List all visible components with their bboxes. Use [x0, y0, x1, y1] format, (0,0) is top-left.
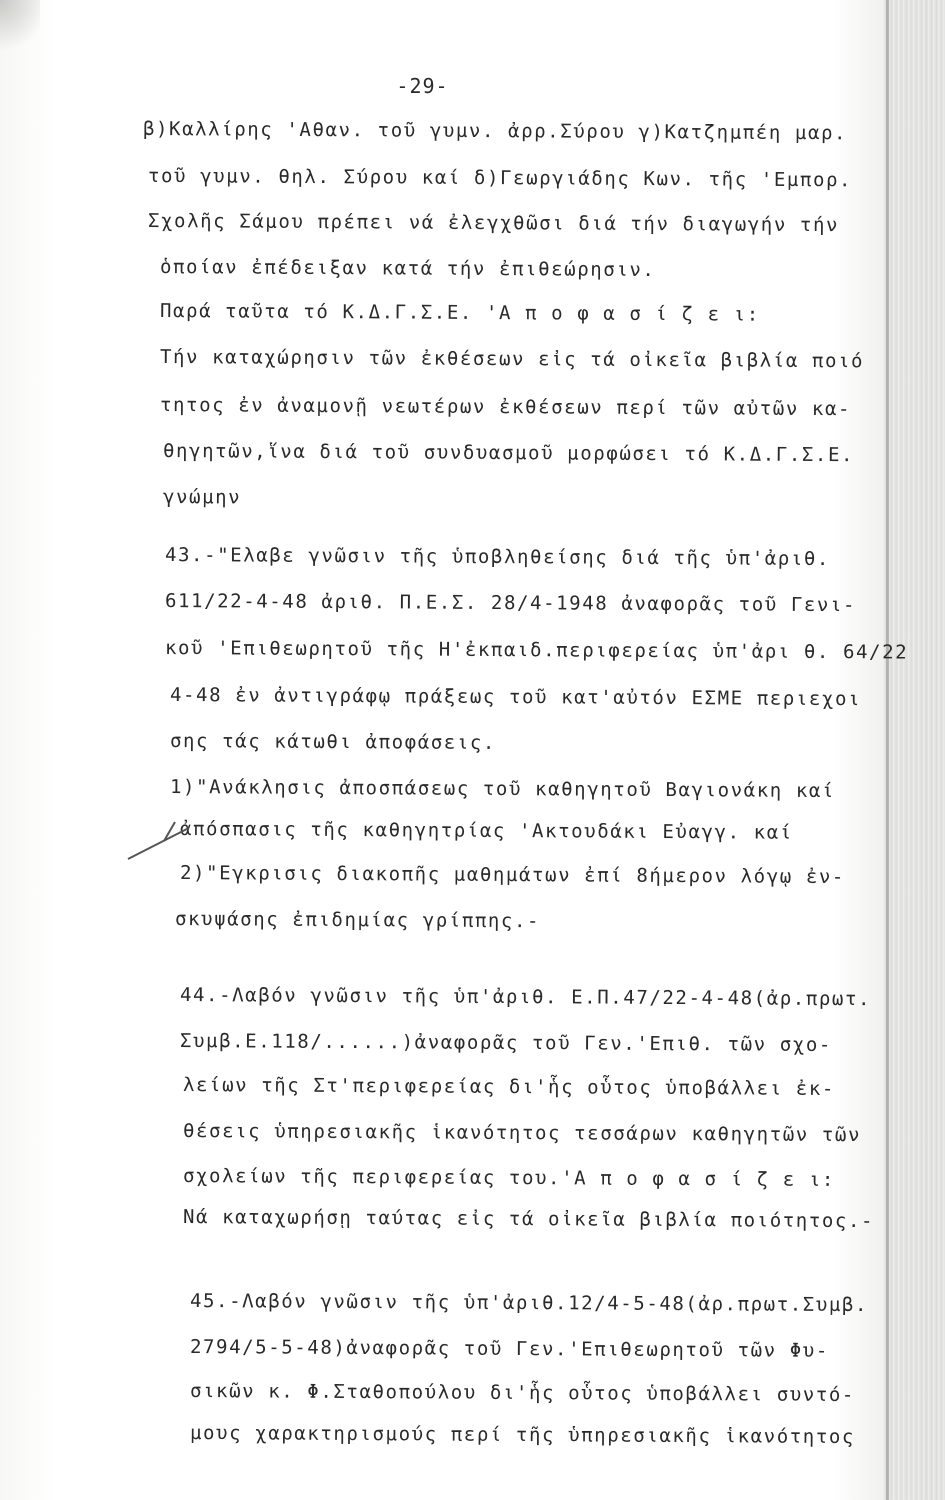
text-line: τητος ἐν ἀναμονῇ νεωτέρων ἐκθέσεων περί τῶν αὐτῶν κα- — [159, 394, 852, 421]
text-line: Σχολῆς Σάμου πρέπει νά ἐλεγχθῶσι διά τήν διαγωγήν τήν — [147, 210, 840, 237]
text-line: σκυψάσης ἐπιδημίας γρίππης.- — [174, 908, 541, 933]
page-corner-shadow — [0, 0, 40, 60]
text-line: τοῦ γυμν. θηλ. Σύρου καί δ)Γεωργιάδης Κων. τῆς 'Εμπορ. — [147, 165, 853, 192]
text-line: Τήν καταχώρησιν τῶν ἐκθέσεων εἰς τά οἰκεῖα βιβλία ποιό — [159, 346, 865, 373]
text-line: σχολείων τῆς περιφερείας του.'Α π ο φ α σ ί ζ ε ι: — [182, 1165, 836, 1191]
text-line: μους χαρακτηρισμούς περί τῆς ὑπηρεσιακῆς ἱκανότητος — [189, 1422, 856, 1449]
text-line: 4-48 ἐν ἀντιγράφῳ πράξεως τοῦ κατ'αὐτόν ΕΣΜΕ περιεχοι — [169, 684, 862, 711]
text-line: Παρά ταῦτα τό Κ.Δ.Γ.Σ.Ε. 'Α π ο φ α σ ί ζ ε ι: — [159, 300, 760, 326]
text-line: ὁποίαν ἐπέδειξαν κατά τήν ἐπιθεώρησιν. — [159, 256, 656, 282]
bound-page-edges — [883, 0, 945, 1500]
binding-shadow-line — [886, 0, 889, 1500]
text-line: 1)"Ανάκλησις ἀποσπάσεως τοῦ καθηγητοῦ Βαγιονάκη καί — [169, 776, 836, 803]
text-line: Νά καταχωρήσῃ ταύτας εἰς τά οἰκεῖα βιβλία ποιότητος.- — [182, 1206, 875, 1233]
text-line: θηγητῶν,ἵνα διά τοῦ συνδυασμοῦ μορφώσει τό Κ.Δ.Γ.Σ.Ε. — [162, 440, 855, 467]
text-line: θέσεις ὑπηρεσιακῆς ἱκανότητος τεσσάρων καθηγητῶν τῶν — [182, 1120, 862, 1147]
text-line: 2794/5-5-48)ἀναφορᾶς τοῦ Γεν.'Επιθεωρητοῦ τῶν Φυ- — [189, 1336, 829, 1362]
text-line: 43.-"Ελαβε γνῶσιν τῆς ὑποβληθείσης διά τῆς ὑπ'ἀριθ. — [164, 544, 831, 571]
text-line: 44.-Λαβόν γνῶσιν τῆς ὑπ'ἀριθ. Ε.Π.47/22-4-48(ἀρ.πρωτ. — [179, 984, 872, 1011]
text-line: 2)"Εγκρισις διακοπῆς μαθημάτων ἐπί 8ήμερον λόγῳ ἐν- — [179, 862, 846, 889]
text-line: 611/22-4-48 ἀριθ. Π.Ε.Σ. 28/4-1948 ἀναφορᾶς τοῦ Γενι- — [164, 590, 857, 617]
text-line: β)Καλλίρης 'Αθαν. τοῦ γυμν. ἀρρ.Σύρου γ)Κατζημπέη μαρ. — [142, 118, 848, 145]
text-line: 45.-Λαβόν γνῶσιν τῆς ὑπ'ἀριθ.12/4-5-48(ἀρ.πρωτ.Συμβ. — [189, 1290, 869, 1317]
text-line: γνώμην — [162, 486, 242, 509]
text-line: λείων τῆς Στ'περιφερείας δι'ἧς οὗτος ὑποβάλλει ἐκ- — [182, 1074, 836, 1100]
text-line: κοῦ 'Επιθεωρητοῦ τῆς Η'ἐκπαιδ.περιφερείας ὑπ'ἀρι θ. 64/22 — [164, 637, 909, 664]
text-line: Συμβ.Ε.118/......)ἀναφορᾶς τοῦ Γεν.'Επιθ. τῶν σχο- — [179, 1030, 833, 1056]
text-line: σης τάς κάτωθι ἀποφάσεις. — [169, 730, 497, 754]
text-line: ἀπόσπασις τῆς καθηγητρίας 'Ακτουδάκι Εὐαγγ. καί — [179, 818, 793, 844]
page-number: -29- — [396, 74, 449, 98]
text-line: σικῶν κ. Φ.Σταθοπούλου δι'ἧς οὗτος ὑποβάλλει συντό- — [189, 1380, 856, 1407]
